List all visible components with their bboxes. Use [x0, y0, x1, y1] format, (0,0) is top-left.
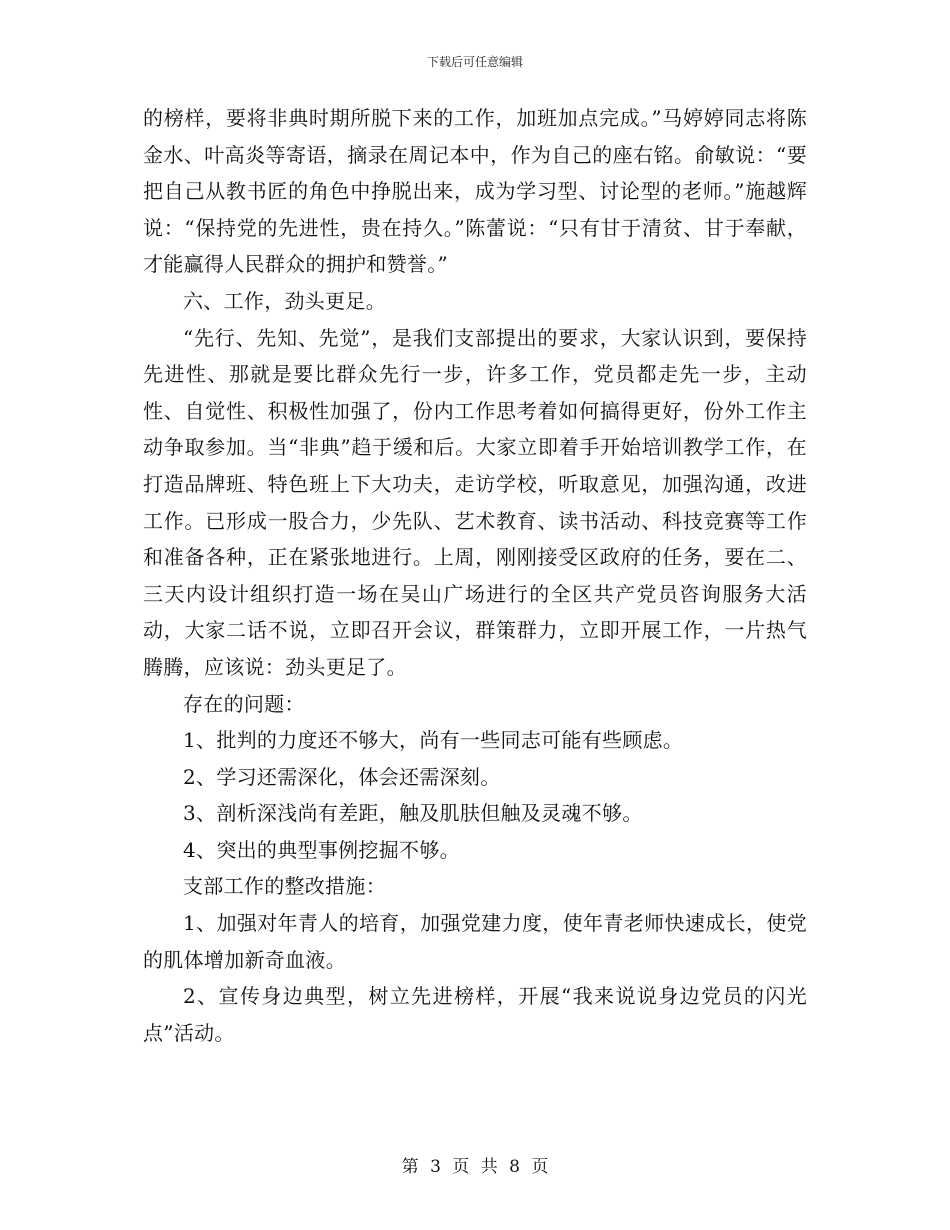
page-footer-number: 第 3 页 共 8 页: [401, 1157, 549, 1177]
paragraph-quotes-continued: 的榜样，要将非典时期所脱下来的工作，加班加点完成。”马婷婷同志将陈金水、叶高炎等寄语，摘录在周记本中，作为自己的座右铭。俞敏说：“要把自己从教书匠的角色中挣脱出来，成为学习型、讨论型的老师。”施越辉说：“保持党的先进性，贵在持久。”陈蕾说：“只有甘于清贫、甘于奉献，才能赢得人民群众的拥护和赞誉。”: [143, 106, 807, 277]
heading-existing-problems: 存在的问题：: [183, 691, 305, 716]
document-body: [143, 100, 807, 1051]
problem-item-1: 1、批判的力度还不够大，尚有一些同志可能有些顾虑。: [183, 728, 684, 753]
measure-item-1: 1、加强对年青人的培育，加强党建力度，使年青老师快速成长，使党的肌体增加新奇血液。: [143, 911, 807, 972]
page-header-note: 下载后可任意编辑: [426, 55, 523, 69]
measure-item-2: 2、宣传身边典型，树立先进榜样，开展“我来说说身边党员的闪光点”活动。: [143, 984, 807, 1045]
problem-item-3: 3、剖析深浅尚有差距，触及肌肤但触及灵魂不够。: [183, 801, 643, 826]
problem-item-2: 2、学习还需深化，体会还需深刻。: [183, 764, 501, 789]
paragraph-work-spirit: “先行、先知、先觉”，是我们支部提出的要求，大家认识到，要保持先进性、那就是要比群众先行一步，许多工作，党员都走先一步，主动性、自觉性、积极性加强了，份内工作思考着如何搞得更好，份外工作主动争取参加。当“非典”趋于缓和后。大家立即着手开始培训教学工作，在打造品牌班、特色班上下大功夫，走访学校，听取意见，加强沟通，改进工作。已形成一股合力，少先队、艺术教育、读书活动、科技竞赛等工作和准备各种，正在紧张地进行。上周，刚刚接受区政府的任务，要在二、三天内设计组织打造一场在吴山广场进行的全区共产党员咨询服务大活动，大家二话不说，立即召开会议，群策群力，立即开展工作，一片热气腾腾，应该说：劲头更足了。: [143, 325, 807, 679]
heading-rectification-measures: 支部工作的整改措施：: [183, 874, 386, 899]
section-heading-six: 六、工作，劲头更足。: [183, 288, 386, 313]
problem-item-4: 4、突出的典型事例挖掘不够。: [183, 837, 460, 862]
